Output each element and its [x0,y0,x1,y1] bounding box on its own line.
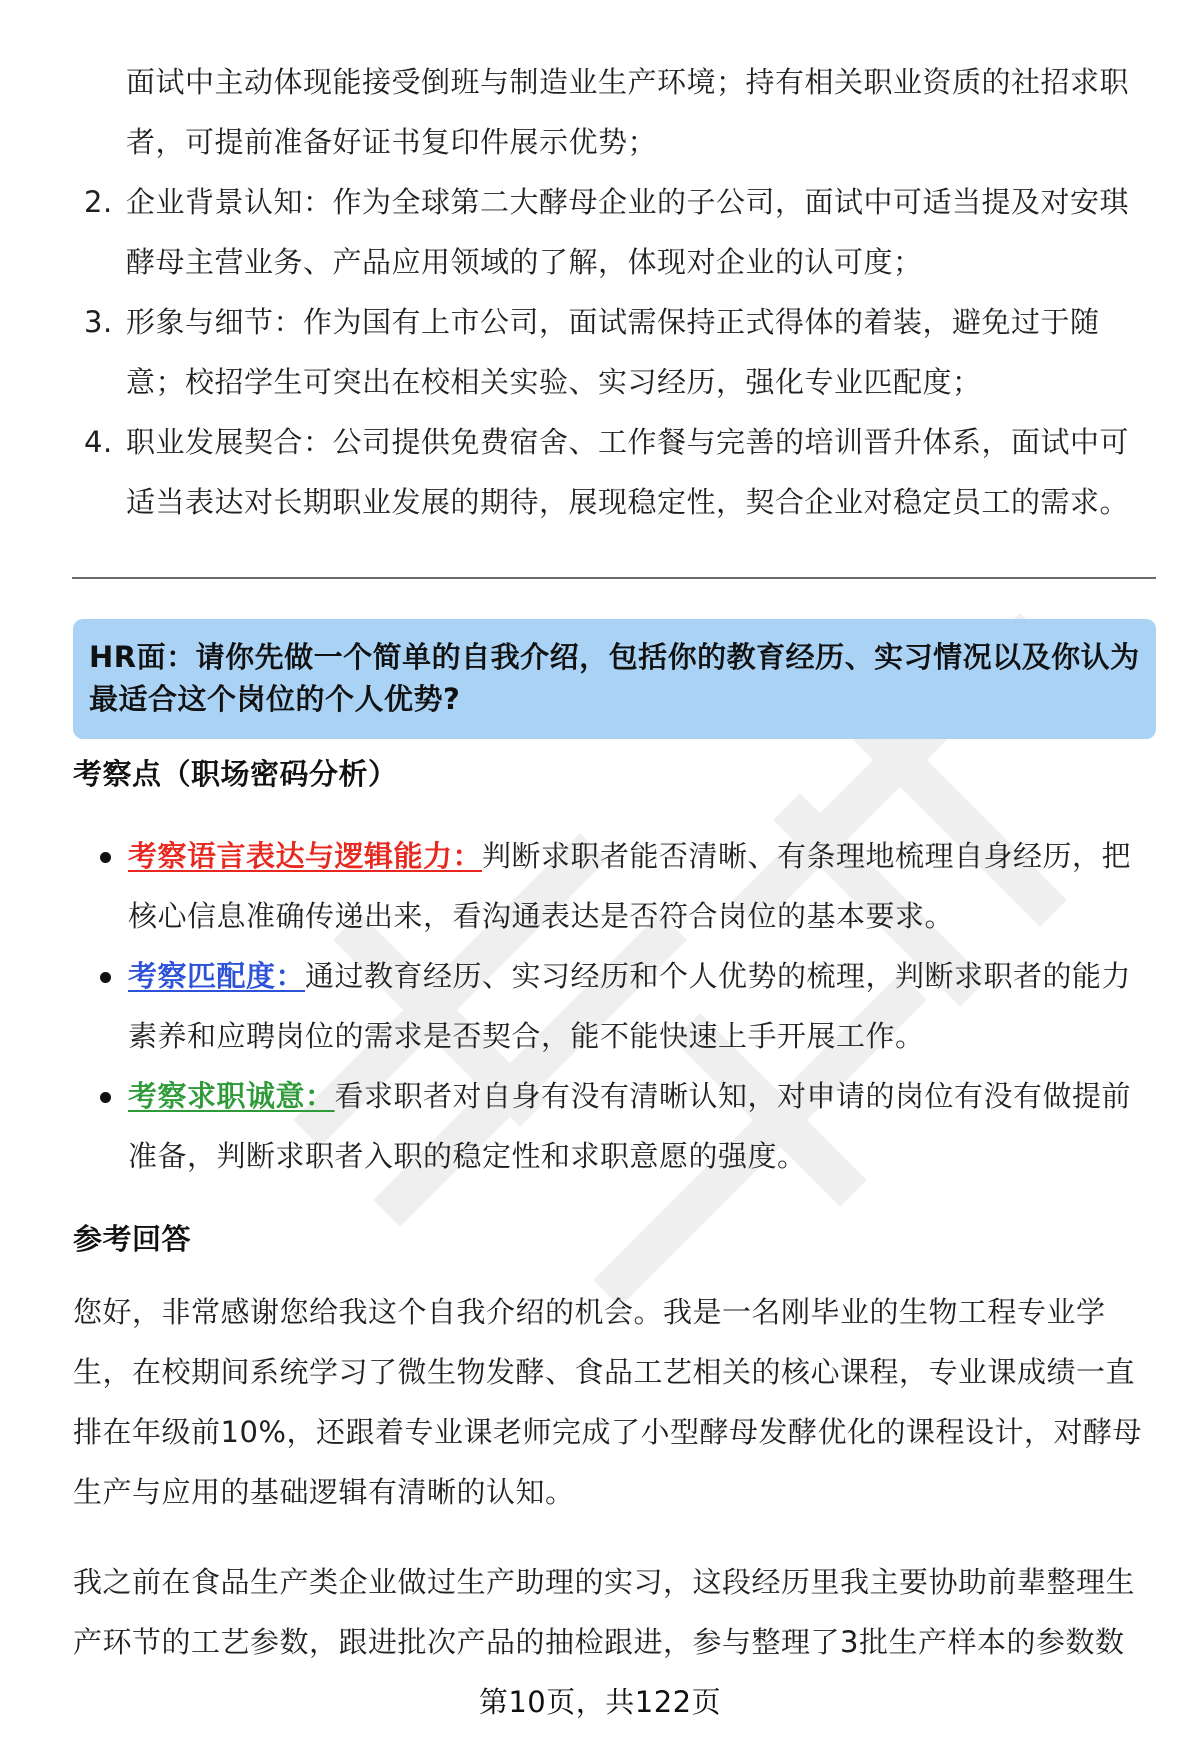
list-item-text: 面试中主动体现能接受倒班与制造业生产环境；持有相关职业资质的社招求职者，可提前准备好证书复印件展示优势； [126,65,1130,159]
assessment-item [72,826,1156,946]
answer-heading: 参考回答 [73,1222,192,1256]
assessment-heading: 考察点（职场密码分析） [73,757,398,791]
question-box [73,619,1156,739]
list-item [72,52,1152,172]
assessment-label: 考察语言表达与逻辑能力： [128,839,483,873]
assessment-item [72,1066,1156,1186]
bullet-icon [100,972,111,983]
list-number: 2. [84,185,113,219]
question-text: HR面：请你先做一个简单的自我介绍，包括你的教育经历、实习情况以及你认为最适合这个岗位的个人优势? [89,640,1140,716]
list-item [72,292,1152,412]
list-number: 3. [84,305,113,339]
assessment-text: 通过教育经历、实习经历和个人优势的梳理，判断求职者的能力素养和应聘岗位的需求是否契合，能不能快速上手开展工作。 [128,959,1132,1053]
list-item [72,412,1152,532]
answer-paragraph: 您好，非常感谢您给我这个自我介绍的机会。我是一名刚毕业的生物工程专业学生，在校期间系统学习了微生物发酵、食品工艺相关的核心课程，专业课成绩一直排在年级前10%，还跟着专业课老师完成了小型酵母发酵优化的课程设计，对酵母生产与应用的基础逻辑有清晰的认知。 [73,1295,1142,1509]
list-item-text: 职业发展契合：公司提供免费宿舍、工作餐与完善的培训晋升体系，面试中可适当表达对长期职业发展的期待，展现稳定性，契合企业对稳定员工的需求。 [126,425,1130,519]
assessment-item [72,946,1156,1066]
page-footer: 第10页，共122页 [478,1685,722,1719]
list-item-text: 企业背景认知：作为全球第二大酵母企业的子公司，面试中可适当提及对安琪酵母主营业务、产品应用领域的了解，体现对企业的认可度； [126,185,1130,279]
answer-paragraph: 我之前在食品生产类企业做过生产助理的实习，这段经历里我主要协助前辈整理生产环节的工艺参数，跟进批次产品的抽检跟进，参与整理了3批生产样本的参数数 [73,1565,1136,1659]
bullet-icon [100,1092,111,1103]
assessment-list [72,826,1156,1186]
assessment-text: 看求职者对自身有没有清晰认知，对申请的岗位有没有做提前准备，判断求职者入职的稳定性和求职意愿的强度。 [128,1079,1132,1173]
assessment-text: 判断求职者能否清晰、有条理地梳理自身经历，把核心信息准确传递出来，看沟通表达是否符合岗位的基本要求。 [128,839,1132,933]
horizontal-divider [72,577,1156,579]
assessment-label: 考察匹配度： [128,959,306,993]
bullet-icon [100,852,111,863]
numbered-list [72,52,1152,532]
assessment-label: 考察求职诚意： [128,1079,335,1113]
list-number: 4. [84,425,113,459]
list-item [72,172,1152,292]
list-item-text: 形象与细节：作为国有上市公司，面试需保持正式得体的着装，避免过于随意；校招学生可突出在校相关实验、实习经历，强化专业匹配度； [126,305,1100,399]
